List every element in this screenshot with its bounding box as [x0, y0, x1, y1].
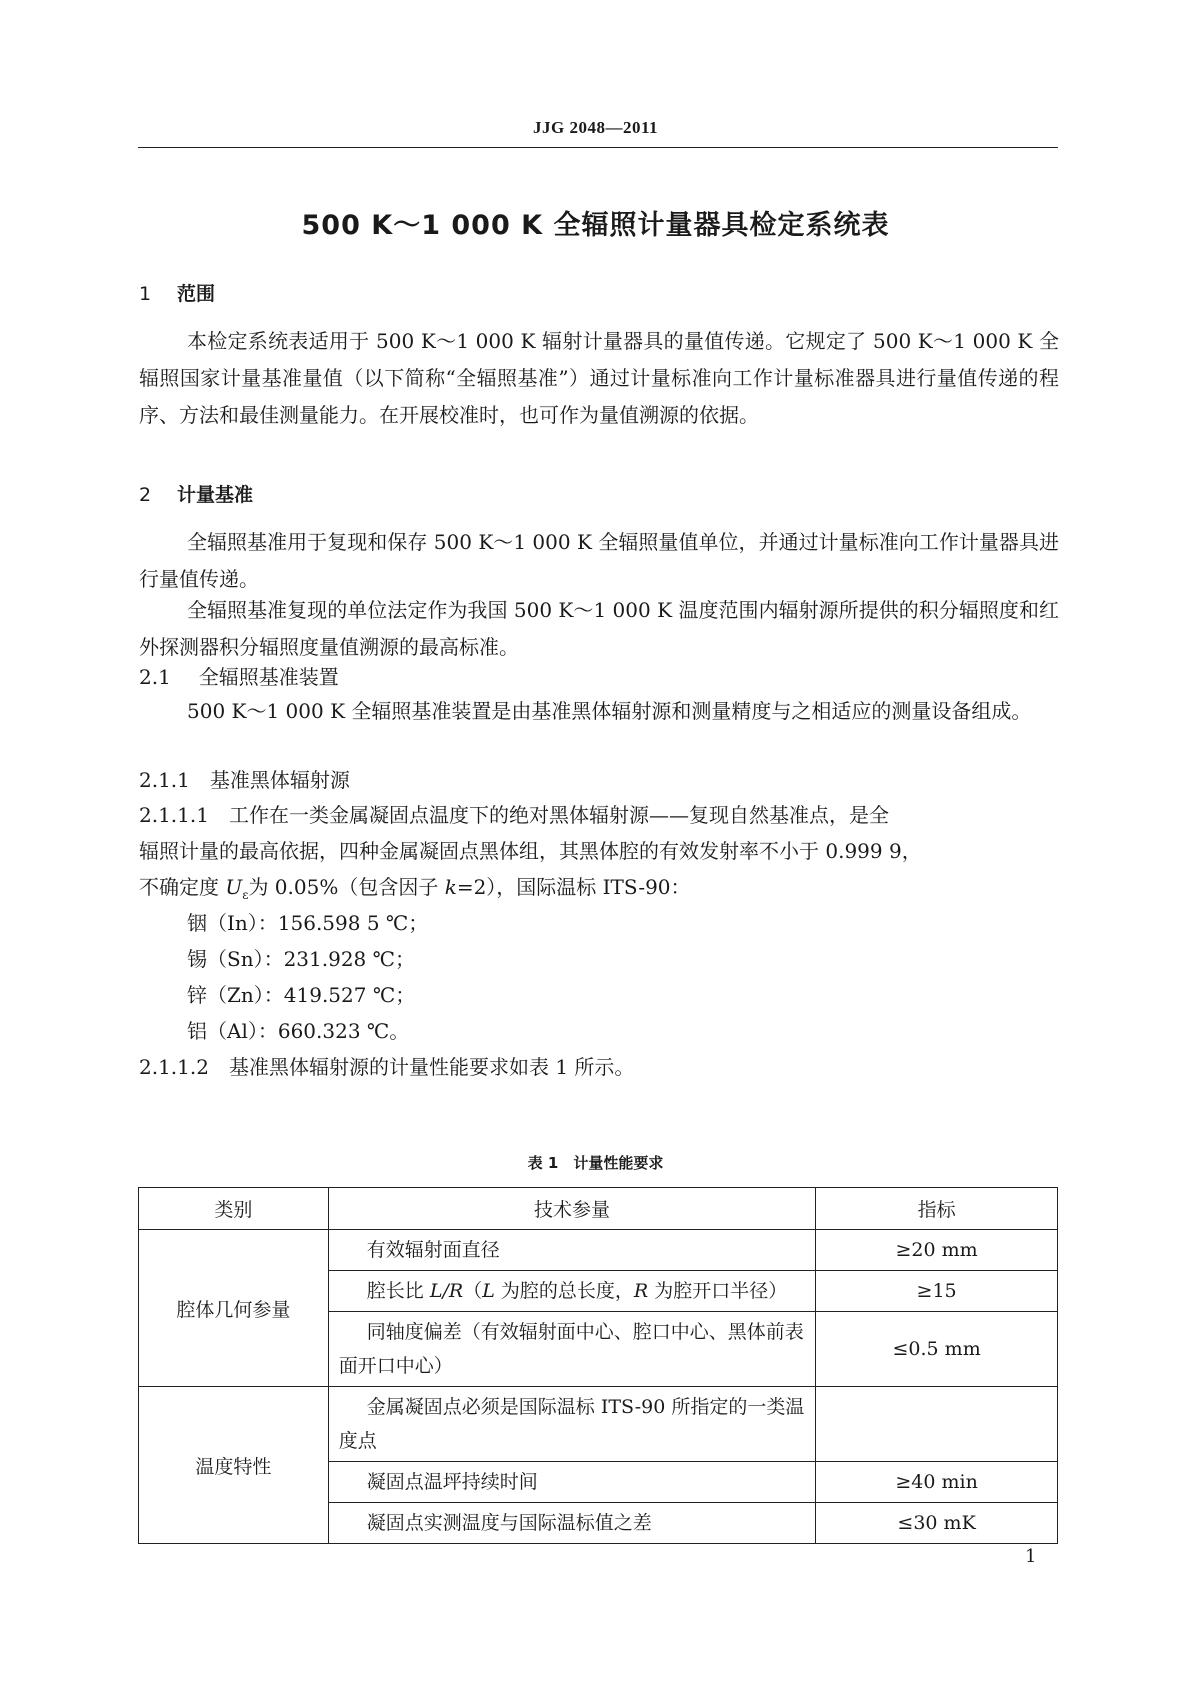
value-cell: ≤30 mK [816, 1503, 1058, 1544]
temperature-scale-text: =2），国际温标 ITS-90： [456, 875, 691, 899]
param-text: 腔长比 [366, 1280, 430, 1302]
value-cell: ≥40 min [816, 1462, 1058, 1503]
performance-requirements-table [138, 1187, 1058, 1544]
value-cell: ≥20 mm [816, 1230, 1058, 1271]
uncertainty-subscript: ε [242, 888, 249, 902]
section-2-title: 计量基准 [177, 484, 254, 506]
uncertainty-value: 为 0.05%（包含因子 [248, 875, 445, 899]
clause-2-1-1-1-text-1: 工作在一类金属凝固点温度下的绝对黑体辐射源——复现自然基准点，是全 [228, 803, 889, 827]
table-row [139, 1230, 1058, 1271]
page-number: 1 [1025, 1546, 1037, 1567]
clause-2-1-1-1-line-3 [139, 872, 691, 910]
section-1-paragraph: 本检定系统表适用于 500 K～1 000 K 辐射计量器具的量值传递。它规定了 500 K～1 000 K 全辐照国家计量基准量值（以下简称“全辐照基准”）通过计量标准向工作计量标准器具进行量值传递的程序、方法和最佳测量能力。在开展校准时，也可作为量值溯源的依据。 [139, 329, 1059, 427]
metal-tin: 锡（Sn）：231.928 ℃； [187, 947, 416, 971]
section-1-heading [139, 279, 215, 306]
subsection-2-1-paragraph: 500 K～1 000 K 全辐照基准装置是由基准黑体辐射源和测量精度与之相适应的测量设备组成。 [187, 699, 1032, 723]
subsection-2-1-number: 2.1 [139, 665, 171, 689]
parameter-cell: 金属凝固点必须是国际温标 ITS-90 所指定的一类温度点 [328, 1387, 815, 1462]
parameter-cell: 凝固点实测温度与国际温标值之差 [328, 1503, 815, 1544]
category-cell: 腔体几何参量 [139, 1230, 329, 1387]
value-cell: ≥15 [816, 1271, 1058, 1312]
value-cell: ≤0.5 mm [816, 1312, 1058, 1387]
param-text: 为腔开口半径） [648, 1280, 788, 1302]
subsection-2-1-1-heading [139, 765, 350, 795]
section-2-number: 2 [139, 484, 152, 506]
radius-symbol: R [633, 1280, 649, 1302]
header-category: 类别 [139, 1188, 329, 1230]
category-cell: 温度特性 [139, 1387, 329, 1544]
uncertainty-symbol: U [225, 875, 243, 899]
section-2-paragraph-1: 全辐照基准用于复现和保存 500 K～1 000 K 全辐照量值单位，并通过计量标准向工作计量器具进行量值传递。 [139, 530, 1059, 591]
subsection-2-1-1-number: 2.1.1 [139, 768, 190, 792]
param-text: （ [463, 1280, 483, 1302]
clause-2-1-1-2-number: 2.1.1.2 [139, 1055, 209, 1079]
section-1-title: 范围 [177, 283, 216, 305]
section-2-heading [139, 480, 253, 507]
coverage-factor-symbol: k [444, 875, 457, 899]
clause-2-1-1-1-line-1 [139, 800, 889, 830]
metal-indium: 铟（In）：156.598 5 ℃； [187, 911, 429, 935]
metal-aluminum: 铝（Al）：660.323 ℃。 [187, 1019, 410, 1043]
clause-2-1-1-1-number: 2.1.1.1 [139, 803, 209, 827]
clause-2-1-1-1-line-2: 辐照计量的最高依据，四种金属凝固点黑体组，其黑体腔的有效发射率不小于 0.999 9， [139, 839, 922, 863]
subsection-2-1-title: 全辐照基准装置 [198, 665, 339, 689]
value-cell [816, 1387, 1058, 1462]
standard-code: JJG 2048—2011 [532, 118, 659, 137]
table-header-row [139, 1188, 1058, 1230]
subsection-2-1-heading [139, 662, 339, 692]
clause-2-1-1-2 [139, 1052, 634, 1082]
parameter-cell: 同轴度偏差（有效辐射面中心、腔口中心、黑体前表面开口中心） [328, 1312, 815, 1387]
parameter-cell: 有效辐射面直径 [328, 1230, 815, 1271]
document-title: 500 K～1 000 K 全辐照计量器具检定系统表 [301, 210, 890, 241]
header-parameter: 技术参量 [328, 1188, 815, 1230]
header-indicator: 指标 [816, 1188, 1058, 1230]
header-divider [138, 147, 1058, 148]
metal-zinc: 锌（Zn）：419.527 ℃； [187, 983, 416, 1007]
parameter-cell: 凝固点温坪持续时间 [328, 1462, 815, 1503]
section-2-paragraph-2: 全辐照基准复现的单位法定作为我国 500 K～1 000 K 温度范围内辐射源所提供的积分辐照度和红外探测器积分辐照度量值溯源的最高标准。 [139, 598, 1059, 659]
section-1-number: 1 [139, 283, 152, 305]
table-row [139, 1387, 1058, 1462]
table-1-caption: 表 1 计量性能要求 [527, 1154, 664, 1172]
length-ratio-symbol: L/R [429, 1280, 464, 1302]
param-text: 为腔的总长度， [494, 1280, 634, 1302]
length-symbol: L [482, 1280, 495, 1302]
uncertainty-label: 不确定度 [139, 875, 226, 899]
clause-2-1-1-2-text: 基准黑体辐射源的计量性能要求如表 1 所示。 [228, 1055, 635, 1079]
subsection-2-1-1-title: 基准黑体辐射源 [209, 768, 350, 792]
parameter-cell [328, 1271, 815, 1312]
